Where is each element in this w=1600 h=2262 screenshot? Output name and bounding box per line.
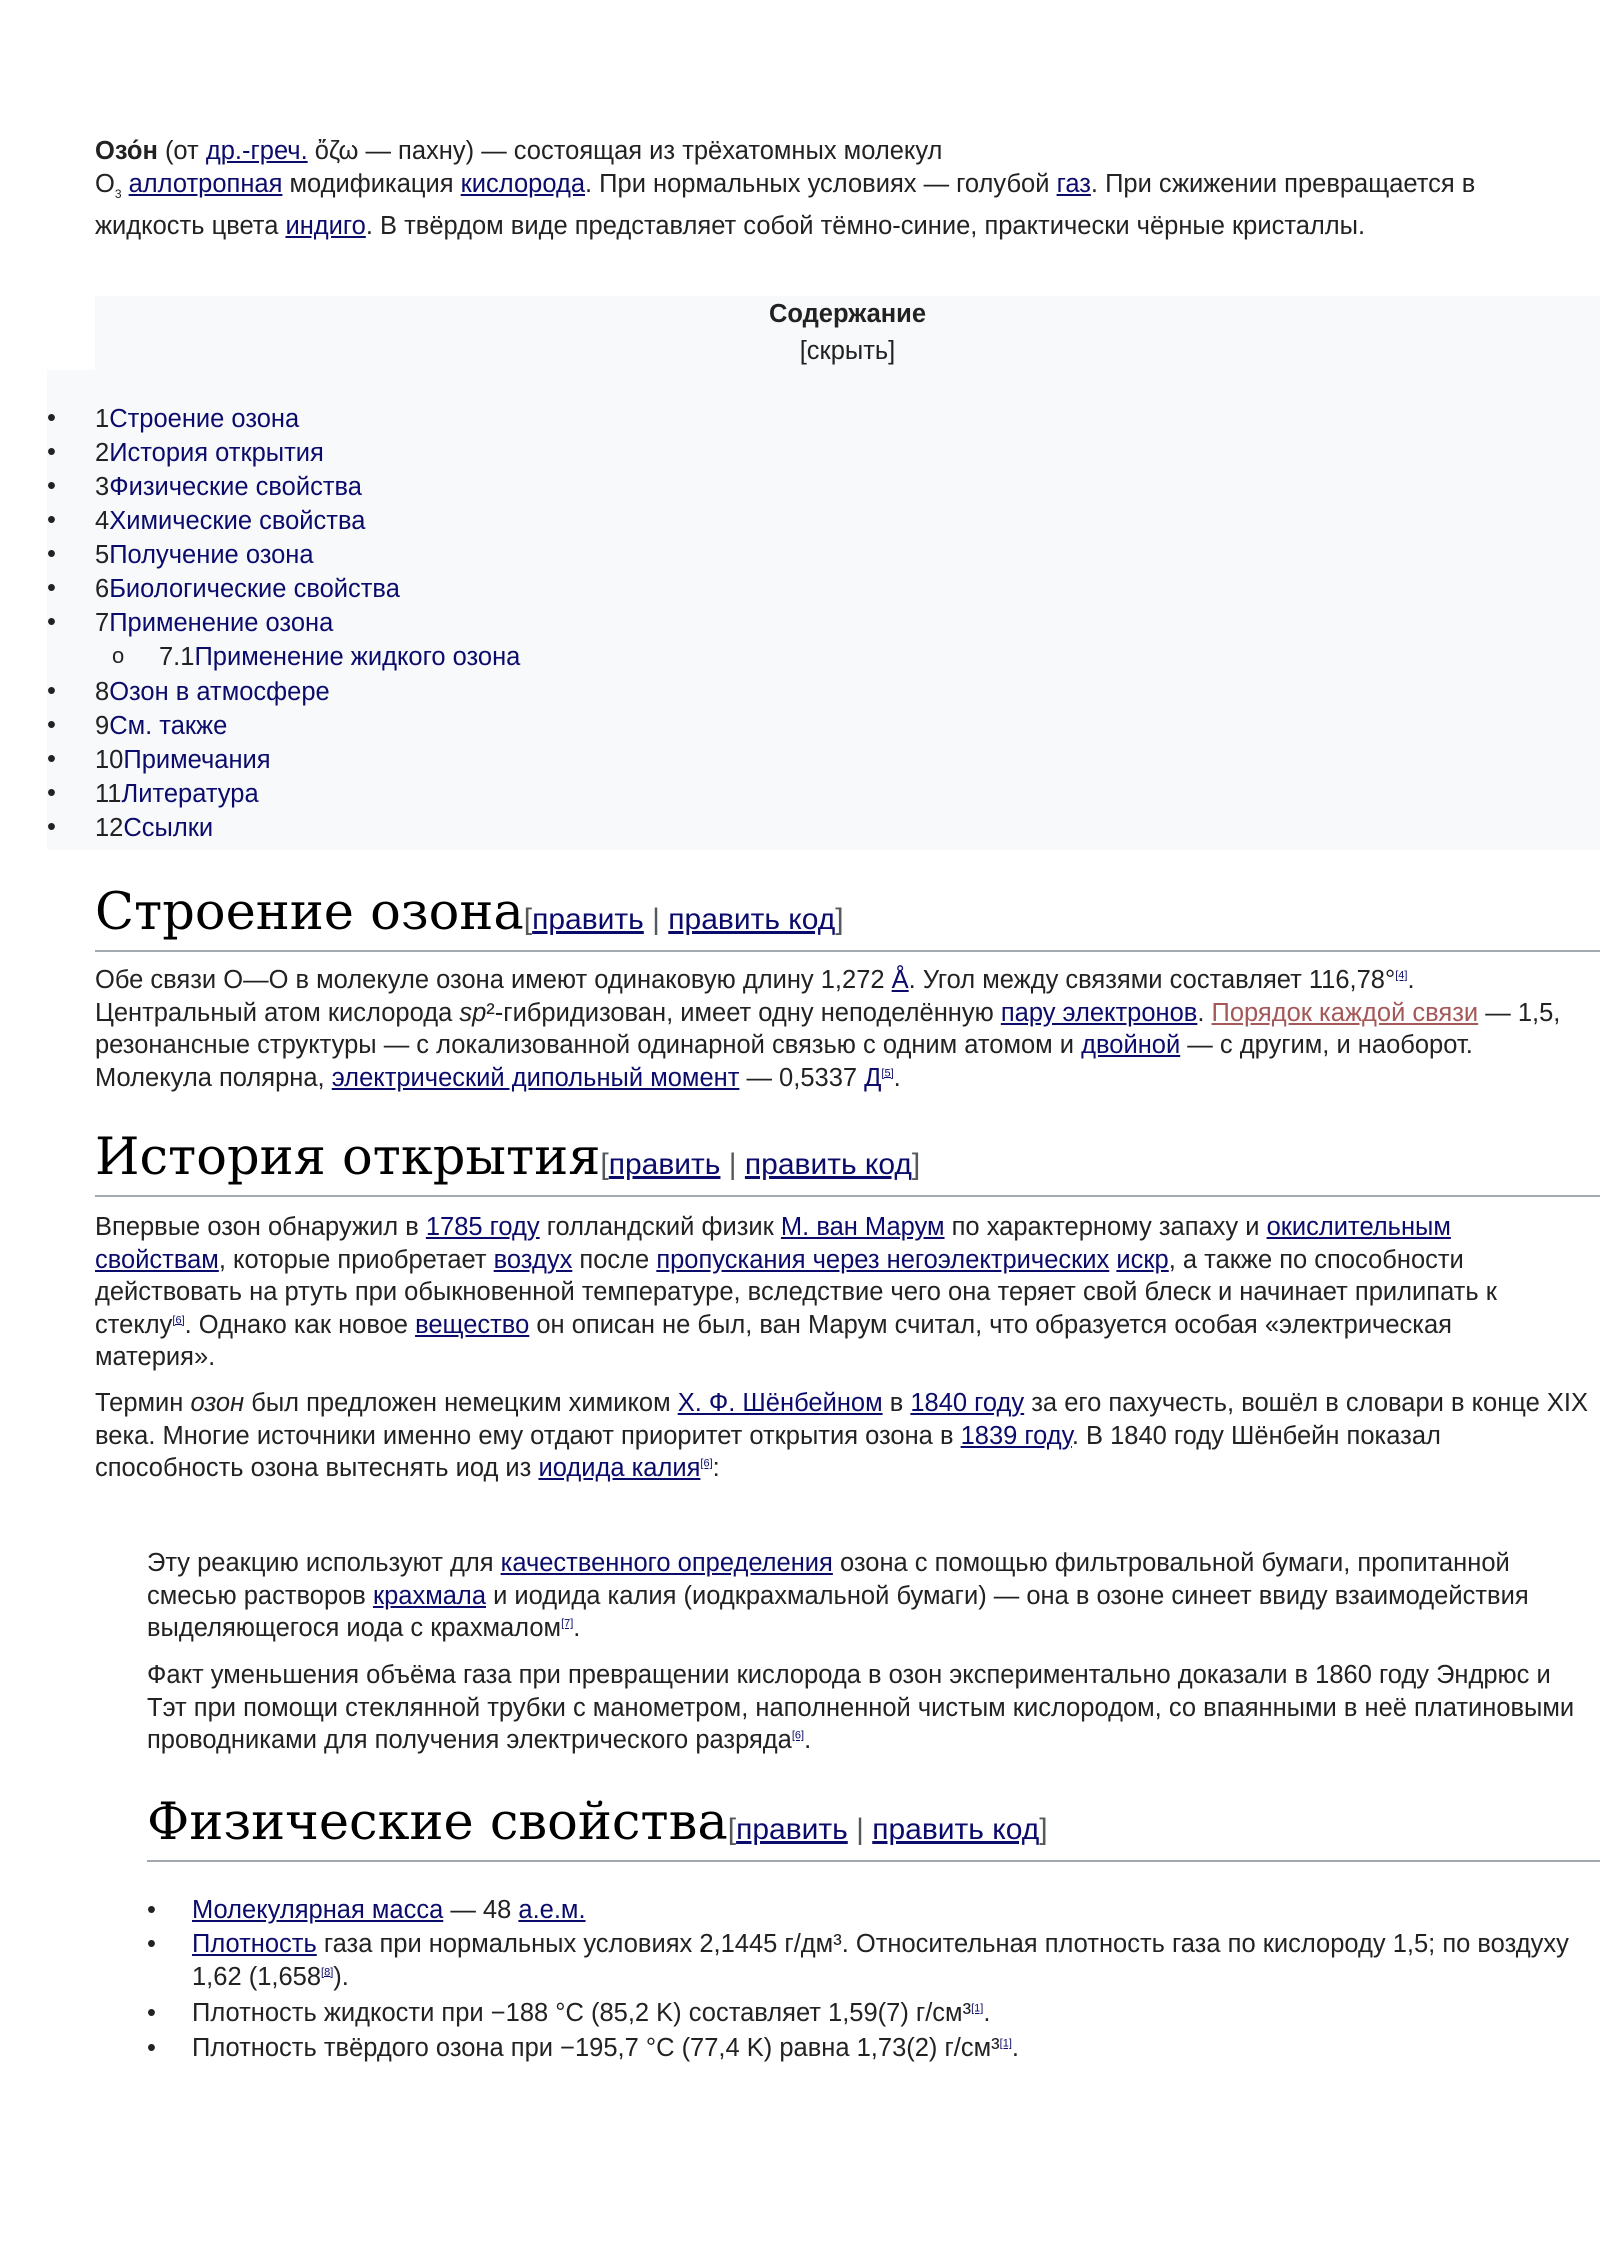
link-allotropic[interactable]: аллотропная [128, 169, 283, 198]
text: Обе связи O—O в молекуле озона имеют одинаковую длину 1,272 [95, 966, 892, 994]
bullet-icon: • [47, 608, 56, 636]
text: после [572, 1245, 657, 1274]
link-amu[interactable]: а.е.м. [518, 1896, 586, 1924]
separator: | [720, 1148, 745, 1181]
text: Плотность жидкости при −188 °C (85,2 K) составляет 1,59(7) г/см³ [192, 1999, 972, 2027]
edit-code-button[interactable]: править код [872, 1813, 1040, 1846]
link-oxidizing[interactable]: окислительным свойствам [95, 1213, 1451, 1274]
bracket: ] [1039, 1813, 1048, 1846]
text: он описан не был, ван Марум считал, что образуется особая «электрическая материя». [95, 1310, 1452, 1371]
link-dipole-moment[interactable]: электрический дипольный момент [331, 1063, 740, 1092]
edit-links [600, 1148, 920, 1181]
bullet-icon: • [47, 574, 56, 602]
toc-number: 9 [95, 712, 110, 740]
toc-link[interactable]: Озон в атмосфере [109, 678, 330, 706]
text: озона с помощью фильтровальной бумаги, пропитанной смесью растворов [147, 1549, 1510, 1610]
reference[interactable] [881, 1067, 893, 1079]
text: за его пахучесть, вошёл в словари в конце XIX века. Многие источники именно ему отдают приоритет открытия озона в [95, 1389, 1588, 1450]
toc-header [95, 296, 1600, 370]
text: . [893, 1063, 901, 1092]
link-oxygen[interactable]: кислорода [460, 169, 586, 198]
link-potassium-iodide[interactable]: иодида калия [538, 1454, 701, 1482]
link-1839[interactable]: 1839 году [960, 1421, 1072, 1450]
reference-link[interactable]: [4] [1395, 969, 1408, 982]
reference-link[interactable]: [6] [791, 1729, 805, 1742]
bullet-icon: • [47, 711, 56, 739]
bullet-icon: • [147, 1930, 156, 1958]
reference-link[interactable]: [7] [561, 1617, 574, 1630]
bullet-icon: • [147, 1896, 156, 1924]
intro-text: . При сжижении превращается в жидкость цвета [95, 169, 1476, 241]
bullet-icon: • [147, 2034, 156, 2062]
text: . Однако как новое [184, 1310, 416, 1339]
toc-number: 6 [95, 575, 110, 603]
edit-code-button[interactable]: править код [668, 903, 836, 936]
text: , которые приобретает [218, 1245, 494, 1274]
text: ²-гибридизован, имеет одну неподелённую [486, 998, 1001, 1027]
bullet-icon: • [47, 472, 56, 500]
bracket: ] [911, 1148, 921, 1181]
text: . Центральный атом кислорода [95, 966, 1415, 1027]
bullet-icon: • [147, 1999, 156, 2027]
toc-link[interactable]: Ссылки [123, 814, 214, 842]
intro-text: . В твёрдом виде представляет собой тёмно-синие, практически чёрные кристаллы. [365, 212, 1366, 241]
reference-link[interactable]: [8] [321, 1966, 334, 1978]
separator: | [643, 903, 669, 936]
bracket: [ [523, 903, 533, 936]
toc-link[interactable]: Строение озона [109, 405, 300, 433]
reference-link[interactable]: [6] [172, 1314, 185, 1326]
toc-link[interactable]: См. также [109, 712, 228, 740]
text: . [1011, 2034, 1019, 2062]
reference[interactable] [971, 2003, 983, 2015]
toc-link[interactable]: Физические свойства [109, 473, 362, 501]
reference-link[interactable]: [1] [999, 2037, 1012, 2050]
text: . Угол между связями составляет 116,78° [908, 966, 1396, 994]
text: и иодида калия (иодкрахмальной бумаги) — она в озоне синеет ввиду взаимодействия выделяющегося иода с крахмалом [147, 1581, 1529, 1642]
toc-number: 10 [95, 746, 124, 774]
link-starch[interactable]: крахмала [372, 1581, 486, 1610]
link-schonbein[interactable]: Х. Ф. Шёнбейном [677, 1389, 883, 1417]
toc-number: 1 [95, 405, 110, 433]
toc-link[interactable]: История открытия [109, 439, 324, 467]
reference[interactable] [1000, 2038, 1012, 2050]
text-sp: sp [459, 998, 487, 1027]
edit-code-button[interactable]: править код [744, 1148, 912, 1181]
list-item-molar-mass [147, 1894, 1592, 1927]
toc-number: 5 [95, 541, 110, 569]
text: . [983, 1999, 991, 2027]
bullet-icon: • [47, 677, 56, 705]
article-term: Озо́н [95, 137, 158, 165]
text: Эту реакцию используют для [147, 1549, 501, 1577]
text: — 0,5337 [739, 1063, 865, 1092]
link-double-bond[interactable]: двойной [1081, 1031, 1181, 1059]
section-heading-physical [147, 1793, 1600, 1862]
toc-number: 2 [95, 439, 110, 467]
link-gas[interactable]: газ [1056, 169, 1091, 198]
toc-number: 12 [95, 814, 124, 842]
toc-link[interactable]: Применение озона [109, 609, 334, 637]
text: — 48 [443, 1896, 519, 1924]
reference[interactable] [792, 1730, 804, 1742]
edit-links [728, 1813, 1048, 1846]
reference[interactable] [1395, 970, 1407, 982]
link-1840[interactable]: 1840 году [910, 1389, 1025, 1417]
intro-text: (от [157, 137, 206, 165]
toc-link[interactable]: Химические свойства [109, 507, 366, 535]
link-electron-pair[interactable]: пару электронов [1000, 998, 1198, 1027]
text: газа при нормальных условиях 2,1445 г/дм³. Относительная плотность газа по кислороду 1,5; по воздуху 1,62 (1,658 [192, 1930, 1569, 1991]
text: — с другим, и наоборот. Молекула полярна, [95, 1031, 1473, 1092]
link-bond-order[interactable]: Порядок каждой связи [1211, 998, 1479, 1027]
history-paragraph-1 [95, 1211, 1560, 1374]
edit-button[interactable]: править [532, 903, 644, 936]
list-item-liquid-density [147, 1997, 1592, 2030]
link-discharge[interactable]: пропускания через негоэлектрических [656, 1245, 1110, 1274]
bullet-icon: • [47, 404, 56, 432]
reference[interactable] [561, 1618, 573, 1630]
bracket: [ [727, 1813, 737, 1846]
section-heading-history [95, 1128, 1600, 1197]
structure-paragraph [95, 964, 1565, 1094]
section-heading-structure [95, 883, 1600, 952]
text: . [573, 1614, 581, 1642]
edit-links [524, 903, 844, 936]
bracket: ] [835, 903, 844, 936]
reference[interactable] [172, 1314, 184, 1326]
edit-button[interactable]: править [608, 1148, 721, 1181]
formula-symbol: O [95, 169, 115, 198]
link-van-marum[interactable]: М. ван Марум [780, 1213, 945, 1241]
formula-subscript: 3 [114, 186, 122, 201]
link-ancient-greek[interactable]: др.-греч. [205, 137, 308, 165]
text: в [882, 1389, 911, 1417]
link-air[interactable]: воздух [493, 1245, 573, 1274]
text: ). [333, 1962, 349, 1991]
intro-text: . При нормальных условиях — голубой [585, 169, 1057, 198]
bullet-icon: o [112, 643, 125, 668]
bullet-icon: • [47, 506, 56, 534]
bullet-icon: • [47, 745, 56, 773]
section-title: История открытия [95, 1128, 601, 1187]
bracket: [ [600, 1148, 609, 1181]
text: голландский физик [539, 1213, 781, 1241]
toc-number: 4 [95, 507, 110, 535]
text: . В 1840 году Шёнбейн показал способность озона вытеснять иод из [95, 1421, 1441, 1482]
history-paragraph-3 [147, 1547, 1560, 1645]
intro-text [122, 170, 129, 198]
text: : [712, 1454, 720, 1482]
link-molar-mass[interactable]: Молекулярная масса [192, 1896, 444, 1924]
link-qualitative[interactable]: качественного определения [500, 1549, 833, 1577]
toc-list-panel [47, 370, 1600, 850]
history-paragraph-4 [147, 1659, 1577, 1757]
text: , а также по способности действовать на ртуть при обыкновенной температуре, вследствие чего она теряет свой блеск и начинает прилипать к стеклу [95, 1245, 1497, 1339]
toc-title: Содержание [768, 300, 927, 328]
toc-number: 3 [95, 473, 110, 501]
list-item-density [147, 1928, 1592, 1993]
link-indigo[interactable]: индиго [285, 212, 366, 241]
toc-link[interactable]: Биологические свойства [109, 575, 400, 603]
toc-number: 8 [95, 678, 110, 706]
link-density[interactable]: Плотность [192, 1930, 317, 1958]
text: по характерному запаху и [944, 1213, 1267, 1241]
toc-link[interactable]: Примечания [123, 746, 271, 774]
reference[interactable] [700, 1458, 712, 1470]
link-angstrom[interactable]: Å [891, 966, 909, 994]
list-item-solid-density [147, 2032, 1592, 2065]
reference-link[interactable]: [1] [971, 2002, 984, 2015]
intro-text: модификация [282, 169, 461, 198]
reference[interactable] [321, 1966, 333, 1978]
intro-paragraph [95, 135, 1575, 243]
bullet-icon: • [47, 438, 56, 466]
toc-link[interactable]: Литература [121, 780, 259, 808]
bullet-icon: • [47, 813, 56, 841]
separator: | [847, 1813, 873, 1846]
toc-number: 7.1 [159, 643, 195, 671]
bullet-icon: • [47, 779, 56, 807]
toc-toggle-button[interactable]: [скрыть] [799, 337, 896, 365]
history-paragraph-2 [95, 1387, 1595, 1485]
toc-number: 7 [95, 609, 110, 637]
link-debye[interactable]: Д [864, 1063, 882, 1092]
text: был предложен немецким химиком [244, 1389, 678, 1417]
text: — 1,5, резонансные структуры — с локализованной одинарной связью с одним атомом и [95, 998, 1561, 1059]
section-title: Физические свойства [147, 1793, 728, 1852]
edit-button[interactable]: править [736, 1813, 848, 1846]
text: . [1197, 998, 1212, 1027]
link-1785[interactable]: 1785 году [425, 1213, 540, 1241]
text: . [804, 1726, 812, 1754]
text-emphasis: озон [190, 1389, 245, 1417]
ozone-formula [95, 169, 122, 201]
text: Плотность твёрдого озона при −195,7 °C (77,4 K) равна 1,73(2) г/см³ [192, 2034, 1000, 2062]
text: Факт уменьшения объёма газа при превращении кислорода в озон экспериментально доказали в 1860 году Эндрюс и Тэт при помощи стеклянной трубки с манометром, наполненной чистым кислородом, со впаянными в неё платиновыми проводниками для получения электрического разряда [147, 1661, 1575, 1754]
bullet-icon: • [47, 540, 56, 568]
intro-text: ὄζω — пахну) — состоящая из трёхатомных молекул [307, 137, 943, 165]
text: Термин [95, 1389, 191, 1417]
reference-link[interactable]: [5] [881, 1067, 894, 1079]
section-title: Строение озона [95, 883, 524, 942]
link-spark[interactable]: искр [1116, 1245, 1169, 1274]
text: Впервые озон обнаружил в [95, 1213, 426, 1241]
link-substance[interactable]: вещество [415, 1310, 530, 1339]
toc-link[interactable]: Получение озона [109, 541, 314, 569]
reference-link[interactable]: [6] [700, 1457, 713, 1470]
toc-link[interactable]: Применение жидкого озона [194, 643, 521, 671]
toc-number: 11 [95, 780, 122, 808]
